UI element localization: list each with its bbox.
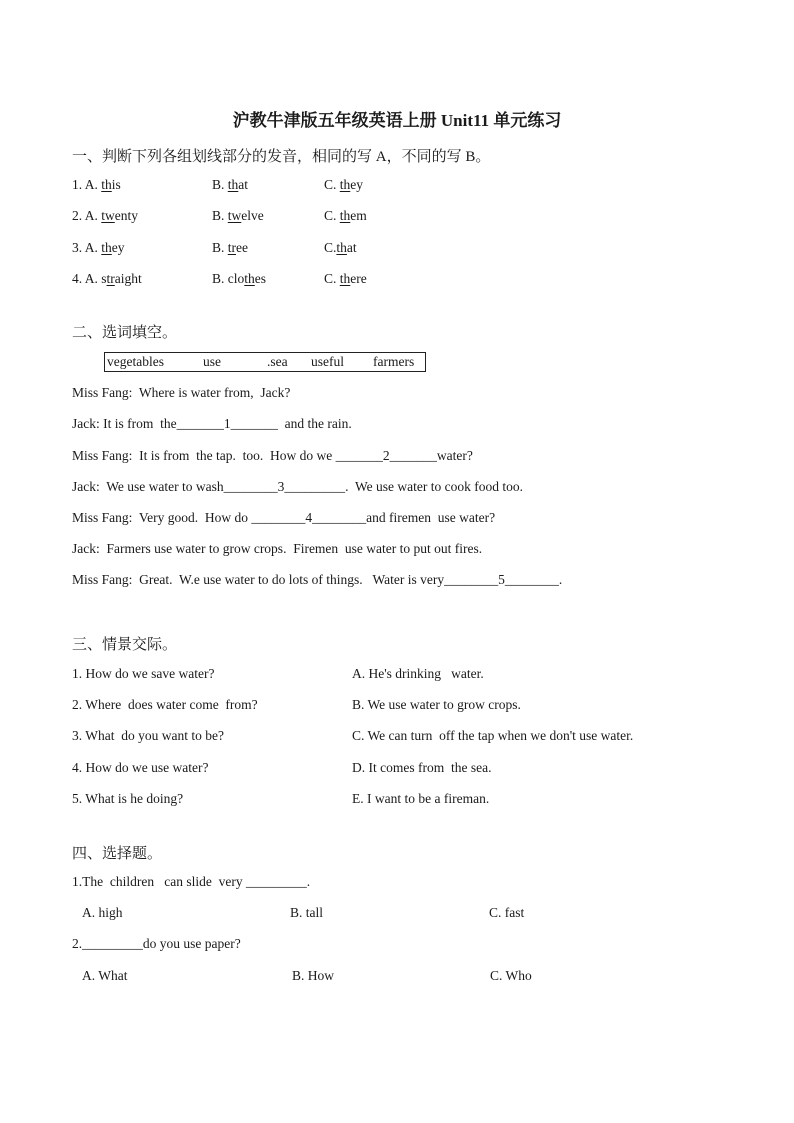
mc-option: B. tall (290, 905, 323, 920)
answer-item: B. We use water to grow crops. (352, 697, 521, 712)
s1-row-1-b: B. that (212, 177, 249, 192)
dialogue-line: Miss Fang: Very good. How do ________4________and firemen use water? (72, 510, 496, 525)
s1-row-4-a: 4. A. straight (72, 271, 142, 286)
question-item: 2. Where does water come from? (72, 697, 258, 712)
answer-item: D. It comes from the sea. (352, 760, 492, 775)
dialogue-line: Jack: It is from the_______1_______ and the rain. (72, 416, 352, 431)
s1-row-2-a: 2. A. twenty (72, 208, 139, 223)
answer-item: C. We can turn off the tap when we don't use water. (352, 728, 634, 743)
question-item: 3. What do you want to be? (72, 728, 224, 743)
s1-row-3-b: B. tree (212, 240, 248, 255)
word-bank-item: useful (311, 354, 344, 369)
dialogue-line: Jack: We use water to wash________3_________. We use water to cook food too. (72, 479, 523, 494)
word-bank-box (104, 352, 426, 372)
section-4-heading: 四、选择题。 (72, 846, 163, 862)
question-item: 4. How do we use water? (72, 760, 209, 775)
s1-row-2-b: B. twelve (212, 208, 264, 223)
s1-row-1-a: 1. A. this (72, 177, 121, 192)
dialogue-line: Miss Fang: It is from the tap. too. How do we _______2_______water? (72, 448, 473, 463)
word-bank-item: farmers (373, 354, 415, 369)
page-title: 沪教牛津版五年级英语上册 Unit11 单元练习 (232, 111, 562, 130)
mc-option: C. fast (489, 905, 525, 920)
word-bank-item: vegetables (107, 354, 164, 369)
mc-option: A. What (82, 968, 128, 983)
answer-item: E. I want to be a fireman. (352, 791, 490, 806)
mc-option: C. Who (490, 968, 532, 983)
question-item: 1. How do we save water? (72, 666, 215, 681)
word-bank-item: use (203, 354, 221, 369)
word-bank-item: .sea (267, 354, 288, 369)
dialogue-line: Jack: Farmers use water to grow crops. Firemen use water to put out fires. (72, 541, 483, 556)
question-item: 5. What is he doing? (72, 791, 184, 806)
s1-row-4-b: B. clothes (212, 271, 267, 286)
mc-question-2: 2._________do you use paper? (72, 936, 241, 951)
dialogue-line: Miss Fang: Where is water from, Jack? (72, 385, 291, 400)
answer-item: A. He's drinking water. (352, 666, 484, 681)
mc-option: B. How (292, 968, 335, 983)
section-1-heading: 一、判断下列各组划线部分的发音，相同的写 A，不同的写 B。 (72, 149, 491, 165)
section-3-heading: 三、情景交际。 (72, 637, 178, 653)
mc-question-1: 1.The children can slide very _________. (72, 874, 311, 889)
s1-row-2-c: C. them (324, 208, 367, 223)
section-2-heading: 二、选词填空。 (72, 325, 178, 341)
mc-option: A. high (82, 905, 123, 920)
s1-row-4-c: C. there (324, 271, 367, 286)
s1-row-3-a: 3. A. they (72, 240, 125, 255)
s1-row-1-c: C. they (324, 177, 364, 192)
dialogue-line: Miss Fang: Great. W.e use water to do lots of things. Water is very________5________. (72, 572, 563, 587)
s1-row-3-c: C.that (324, 240, 357, 255)
